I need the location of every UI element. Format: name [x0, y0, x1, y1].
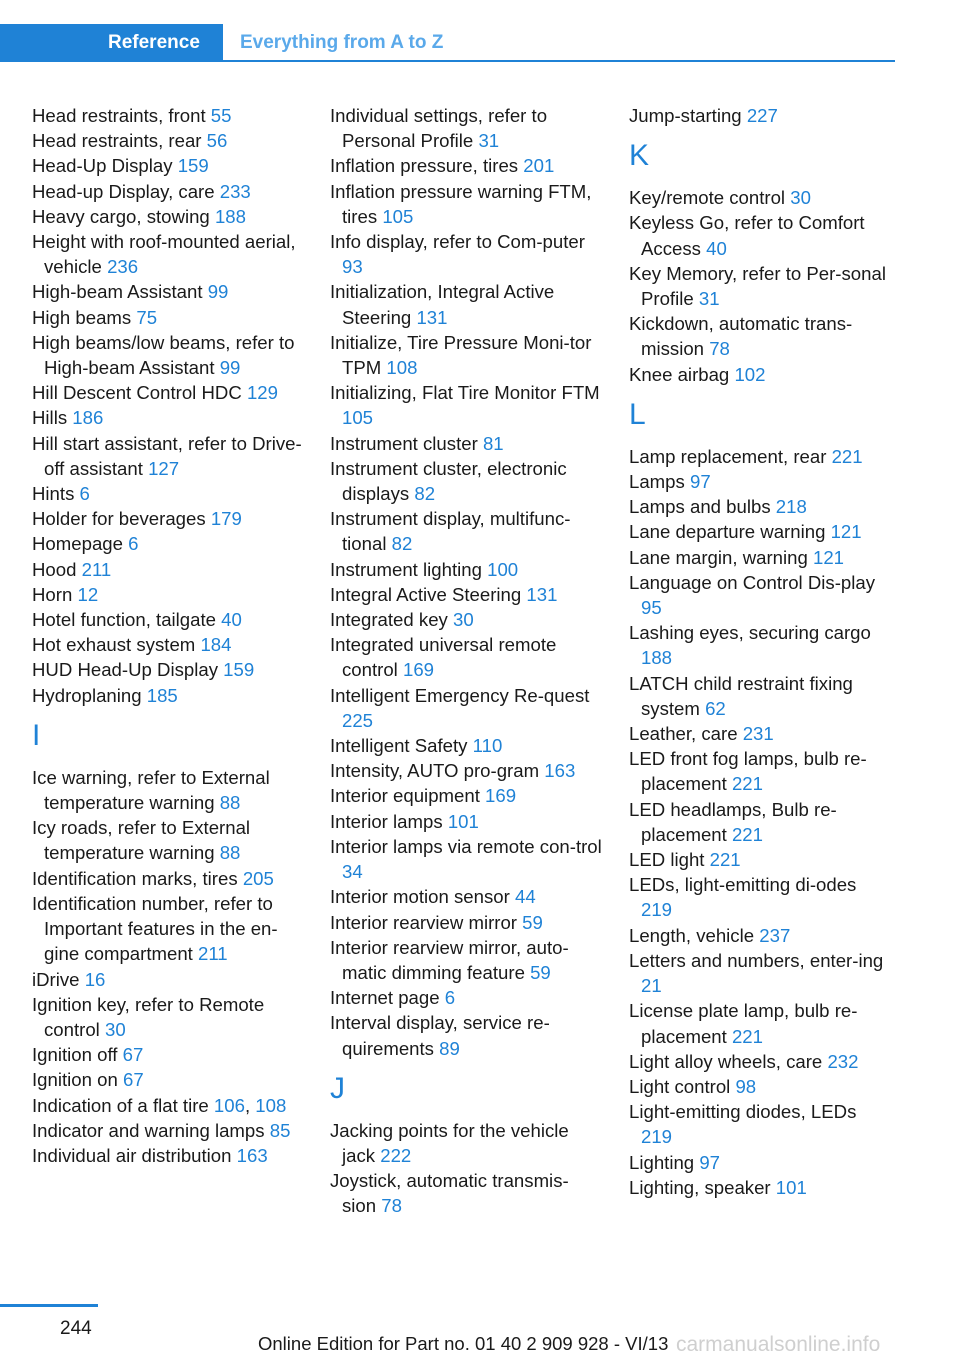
index-entry — [629, 210, 891, 260]
index-entry-text: Info display, refer to Com‐puter — [330, 231, 585, 253]
index-entry — [32, 204, 304, 229]
index-entry — [330, 103, 602, 153]
index-entry-text: LATCH child restraint fixing system — [629, 672, 853, 719]
page-link[interactable]: 163 — [236, 1144, 268, 1166]
page-link[interactable]: 95 — [641, 597, 662, 619]
page-link[interactable]: 101 — [447, 810, 479, 832]
page-link[interactable]: 227 — [746, 105, 778, 126]
index-entry-text: Indicator and warning lamps — [32, 1119, 265, 1141]
index-entry — [32, 481, 304, 506]
index-entry-text: Interior motion sensor — [330, 886, 510, 908]
index-entry — [629, 570, 891, 620]
page-link[interactable]: 219 — [641, 1126, 673, 1148]
index-entry-text: Lashing eyes, securing cargo — [629, 622, 871, 644]
footer-rule — [0, 1304, 98, 1307]
page-link[interactable]: 221 — [731, 773, 763, 795]
index-entry-text: Key Memory, refer to Per‐sonal Profile — [629, 262, 886, 310]
page-link[interactable]: 78 — [709, 338, 730, 360]
page-link[interactable]: 159 — [223, 659, 255, 681]
index-entry — [330, 330, 602, 380]
page-link[interactable]: 221 — [831, 445, 863, 467]
index-entry — [629, 746, 891, 796]
index-entry-text: Heavy cargo, stowing — [32, 205, 210, 227]
index-entry — [629, 872, 891, 922]
index-entry-text: Ignition key, refer to Remote control — [32, 993, 265, 1040]
index-entry-text: Lighting, speaker — [629, 1176, 771, 1198]
index-entry — [330, 279, 602, 329]
page-link[interactable]: 110 — [472, 735, 503, 757]
index-entry — [32, 557, 304, 582]
index-entry — [629, 948, 891, 998]
index-entry — [32, 765, 304, 815]
index-letter-heading: J — [330, 1071, 345, 1105]
page-link[interactable]: 100 — [487, 558, 519, 580]
index-entry — [32, 305, 304, 330]
page-link[interactable]: 108 — [386, 357, 418, 379]
page-link[interactable]: 105 — [382, 205, 414, 227]
page-link[interactable]: 59 — [522, 911, 543, 933]
index-entry-text: Intensity, AUTO pro‐gram — [330, 760, 540, 782]
index-entry — [32, 506, 304, 531]
index-entry-text: Joystick, automatic transmis‐sion — [330, 1170, 569, 1217]
page-link[interactable]: 31 — [698, 288, 720, 310]
index-entry-text: Identification number, refer to Important features in the en‐gine compartment — [32, 892, 278, 965]
index-entry — [330, 884, 602, 909]
page-link[interactable]: 211 — [81, 558, 112, 580]
index-entry — [32, 992, 304, 1042]
index-entry — [32, 1067, 304, 1092]
index-entry-text: Initializing, Flat Tire Monitor FTM — [330, 382, 600, 404]
page-link[interactable]: 184 — [200, 634, 232, 656]
page-link[interactable]: 219 — [641, 899, 673, 921]
index-entry-text: Head restraints, rear — [32, 130, 202, 152]
page-link[interactable]: 101 — [775, 1176, 807, 1198]
index-entry — [32, 967, 304, 992]
index-entry-text: Hints — [32, 483, 75, 505]
page-link[interactable]: 88 — [219, 842, 241, 864]
index-entry — [629, 1150, 891, 1175]
page-link[interactable]: 108 — [255, 1094, 287, 1116]
index-entry-text: Lamps — [629, 471, 685, 493]
index-entry — [32, 330, 304, 380]
page-link[interactable]: 129 — [246, 382, 278, 404]
index-entry-text: Initialization, Integral Active Steering — [330, 281, 555, 328]
page-link[interactable]: 186 — [72, 407, 104, 429]
index-entry — [32, 380, 304, 405]
index-entry-text: Key/remote control — [629, 187, 786, 209]
index-entry — [32, 607, 304, 632]
index-entry-text: Language on Control Dis‐play — [629, 571, 876, 593]
index-entry-text: Head-Up Display — [32, 155, 173, 177]
index-entry — [330, 1010, 602, 1060]
page-link[interactable]: 222 — [380, 1144, 412, 1166]
page-link[interactable]: 82 — [414, 483, 436, 505]
page-link[interactable]: 218 — [775, 496, 807, 518]
index-entry — [330, 506, 602, 556]
page-link[interactable]: 121 — [812, 546, 845, 568]
index-entry-text: Interior lamps — [330, 810, 443, 832]
page-number: 244 — [60, 1318, 92, 1339]
index-entry-text: Instrument display, multifunc‐tional — [330, 508, 571, 555]
index-entry — [330, 1168, 602, 1218]
page-link[interactable]: 232 — [827, 1050, 859, 1072]
index-entry-text: Horn — [32, 583, 73, 605]
index-entry-text: Head restraints, front — [32, 105, 206, 126]
index-entry — [629, 519, 891, 544]
index-entry — [330, 683, 602, 733]
index-entry-text: Individual air distribution — [32, 1144, 232, 1166]
page-link[interactable]: 30 — [790, 187, 811, 209]
page-link[interactable]: 59 — [530, 961, 551, 983]
index-entry-text: Knee airbag — [629, 363, 730, 385]
page-link[interactable]: 67 — [122, 1069, 144, 1091]
page-link[interactable]: 163 — [544, 760, 576, 782]
index-entry-text: Light-emitting diodes, LEDs — [629, 1101, 857, 1123]
index-entry — [629, 1175, 891, 1200]
index-entry — [330, 809, 602, 834]
index-entry — [32, 179, 304, 204]
index-entry — [330, 557, 602, 582]
index-entry-text: Ice warning, refer to External temperature warning — [32, 766, 270, 814]
page-link[interactable]: 201 — [523, 155, 555, 177]
index-entry — [32, 1118, 304, 1143]
index-entry — [629, 261, 891, 311]
index-entry-text: Identification marks, tires — [32, 867, 238, 889]
index-entry-text: Intelligent Safety — [330, 735, 468, 757]
index-entry-text: Light control — [629, 1075, 731, 1097]
index-entry-text: Length, vehicle — [629, 924, 755, 946]
index-entry — [330, 229, 602, 279]
page-link[interactable]: 98 — [735, 1075, 757, 1097]
page-link[interactable]: 30 — [453, 609, 474, 631]
index-entry — [629, 1049, 891, 1074]
index-entry — [330, 935, 602, 985]
index-entry-text: Jump-starting — [629, 105, 742, 126]
index-entry-text: High-beam Assistant — [32, 281, 203, 303]
page-link[interactable]: 221 — [709, 849, 741, 871]
index-entry-text: Interior rearview mirror — [330, 911, 517, 933]
index-entry-text: Hotel function, tailgate — [32, 609, 216, 631]
index-entry — [629, 620, 891, 670]
index-entry-text: Lane departure warning — [629, 521, 826, 543]
index-entry-text: Hydroplaning — [32, 684, 142, 706]
page-link[interactable]: 93 — [342, 256, 363, 278]
index-entry — [629, 444, 891, 469]
index-entry — [330, 1118, 602, 1168]
index-entry-text: Keyless Go, refer to Comfort Access — [629, 212, 865, 259]
index-entry — [330, 179, 602, 229]
page-link[interactable]: 97 — [699, 1151, 720, 1173]
index-entry — [629, 469, 891, 494]
page-link[interactable]: 211 — [198, 943, 228, 965]
page-link[interactable]: 16 — [84, 968, 106, 990]
page-link[interactable]: 89 — [439, 1037, 460, 1059]
page-link[interactable]: 40 — [221, 609, 242, 631]
page-link[interactable]: 169 — [485, 785, 517, 807]
index-entry-text: Lane margin, warning — [629, 546, 808, 568]
index-entry — [330, 456, 602, 506]
index-entry-text: Hill Descent Control HDC — [32, 382, 242, 404]
index-entry-text: Hill start assistant, refer to Drive-off assistant — [32, 432, 302, 479]
page-link[interactable]: 6 — [79, 483, 90, 505]
index-entry — [32, 229, 304, 279]
page-link[interactable]: 99 — [219, 357, 241, 379]
index-entry — [629, 185, 891, 210]
page-link[interactable]: 78 — [381, 1195, 402, 1217]
index-entry-text: Integrated universal remote control — [330, 634, 557, 681]
section-tab[interactable]: Reference — [0, 24, 223, 62]
page-link[interactable]: 231 — [742, 723, 774, 745]
page-link[interactable]: 188 — [641, 647, 673, 669]
header-rule — [223, 60, 895, 62]
index-entry — [32, 657, 304, 682]
page-link[interactable]: 31 — [478, 130, 500, 152]
page-link[interactable]: 106 — [213, 1094, 245, 1116]
watermark: carmanualsonline.info — [676, 1333, 881, 1356]
index-entry — [32, 866, 304, 891]
index-entry — [330, 582, 602, 607]
index-entry-text: Lamps and bulbs — [629, 496, 771, 518]
index-entry-text: Ignition on — [32, 1069, 118, 1091]
page-link[interactable]: 55 — [210, 105, 232, 126]
index-entry-text: Holder for beverages — [32, 508, 206, 530]
index-entry — [629, 311, 891, 361]
page-link[interactable]: 6 — [444, 987, 456, 1009]
index-entry-text: Integral Active Steering — [330, 583, 522, 605]
index-entry-text: High beams — [32, 306, 132, 328]
index-entry-text: Interior equipment — [330, 785, 480, 807]
page-link[interactable]: 88 — [219, 792, 241, 814]
index-entry — [330, 153, 602, 178]
page-link[interactable]: 21 — [641, 975, 662, 997]
page-link[interactable]: 105 — [342, 407, 374, 429]
index-entry-text: Initialize, Tire Pressure Moni‐tor TPM — [330, 331, 592, 379]
index-entry — [32, 1042, 304, 1067]
index-column-3 — [629, 103, 891, 1200]
index-entry — [32, 103, 304, 128]
index-entry — [32, 279, 304, 304]
page-link[interactable]: 62 — [705, 697, 726, 719]
index-entry-text: Interval display, service re‐quirements — [330, 1012, 550, 1059]
page-link[interactable]: 131 — [526, 583, 558, 605]
index-entry — [330, 783, 602, 808]
index-entry — [330, 733, 602, 758]
index-entry — [330, 834, 602, 884]
index-entry — [629, 362, 891, 387]
index-entry-text: LED light — [629, 849, 705, 871]
page-link[interactable]: 236 — [107, 256, 139, 278]
index-entry — [629, 1074, 891, 1099]
index-entry-text: Kickdown, automatic trans‐mission — [629, 313, 853, 360]
page-link[interactable]: 205 — [242, 867, 274, 889]
index-entry-text: Jacking points for the vehicle jack — [330, 1119, 569, 1166]
index-entry-text: Individual settings, refer to Personal Profile — [330, 105, 548, 152]
index-entry-text: Inflation pressure, tires — [330, 155, 519, 177]
index-entry-text: Letters and numbers, enter‐ing — [629, 949, 884, 971]
index-entry-text: Hot exhaust system — [32, 634, 196, 656]
index-entry-text: Head-up Display, care — [32, 180, 215, 202]
page-link[interactable]: 30 — [104, 1018, 126, 1040]
index-entry-text: Lighting — [629, 1151, 695, 1173]
page-link[interactable]: 40 — [706, 237, 727, 259]
index-entry-text: Inflation pressure warning FTM, tires — [330, 180, 592, 227]
index-entry — [32, 531, 304, 556]
index-entry-text: Light alloy wheels, care — [629, 1050, 823, 1072]
index-entry — [629, 494, 891, 519]
edition-note: Online Edition for Part no. 01 40 2 909 928 - VI/13 — [258, 1333, 669, 1354]
index-entry-text: Internet page — [330, 987, 440, 1009]
page-link[interactable]: 225 — [342, 709, 374, 731]
page-link[interactable]: 233 — [219, 180, 251, 202]
index-entry-text: Interior rearview mirror, auto‐matic dimming feature — [330, 936, 569, 983]
index-entry-text: iDrive — [32, 968, 80, 990]
index-letter-heading: I — [32, 718, 41, 752]
page-link[interactable]: 99 — [207, 281, 229, 303]
page-link[interactable]: 97 — [689, 471, 711, 493]
index-entry — [32, 632, 304, 657]
index-entry — [629, 847, 891, 872]
index-entry-text: LEDs, light-emitting di‐odes — [629, 874, 857, 896]
index-entry — [32, 815, 304, 865]
index-letter-heading: L — [629, 397, 646, 431]
page-link[interactable]: 12 — [77, 583, 99, 605]
page-link[interactable]: 82 — [391, 533, 413, 555]
index-entry — [330, 380, 602, 430]
page-link[interactable]: 75 — [136, 306, 158, 328]
index-entry — [32, 582, 304, 607]
index-entry — [330, 632, 602, 682]
index-entry-text: Interior lamps via remote con‐trol — [330, 835, 602, 857]
index-entry-text: High beams/low beams, refer to High-beam Assistant — [32, 331, 295, 379]
page-link[interactable]: 81 — [482, 432, 504, 454]
index-entry — [32, 431, 304, 481]
index-entry-text: LED front fog lamps, bulb re‐placement — [629, 748, 867, 795]
index-entry — [629, 103, 891, 128]
page-link[interactable]: 237 — [759, 924, 791, 946]
index-entry — [330, 607, 602, 632]
index-entry — [32, 153, 304, 178]
page-link[interactable]: 44 — [515, 886, 536, 908]
subsection-tab[interactable]: Everything from A to Z — [240, 32, 444, 53]
index-entry-text: Leather, care — [629, 723, 738, 745]
page-link[interactable]: 121 — [830, 521, 862, 543]
index-entry — [330, 985, 602, 1010]
index-entry — [32, 128, 304, 153]
index-entry-text: Intelligent Emergency Re‐quest — [330, 684, 590, 706]
page-link[interactable]: 67 — [122, 1044, 144, 1066]
index-entry-text: LED headlamps, Bulb re‐placement — [629, 798, 837, 845]
index-entry-text: Hood — [32, 558, 77, 580]
index-entry — [629, 545, 891, 570]
index-entry — [330, 910, 602, 935]
page-link[interactable]: 34 — [342, 861, 363, 883]
index-entry — [330, 758, 602, 783]
index-entry-text: Ignition off — [32, 1044, 118, 1066]
page-link[interactable]: 185 — [146, 684, 178, 706]
index-entry — [629, 797, 891, 847]
index-entry — [629, 721, 891, 746]
page-link[interactable]: 169 — [402, 659, 435, 681]
page-link[interactable]: 221 — [731, 823, 763, 845]
index-column-1 — [32, 103, 304, 1168]
index-entry — [629, 923, 891, 948]
index-entry-text: Indication of a flat tire — [32, 1094, 209, 1116]
index-entry-text: Instrument lighting — [330, 558, 482, 580]
index-entry-text: Icy roads, refer to External temperature warning — [32, 817, 251, 864]
page-link[interactable]: 102 — [734, 363, 766, 385]
index-entry-text: Height with roof-mounted aerial, vehicle — [32, 231, 296, 278]
page-link[interactable]: 85 — [269, 1119, 291, 1141]
page-link[interactable]: 127 — [148, 457, 180, 479]
index-entry-text: HUD Head-Up Display — [32, 659, 218, 681]
page-header — [0, 24, 895, 62]
page-link[interactable]: 221 — [731, 1025, 763, 1047]
index-entry-text: Integrated key — [330, 609, 448, 631]
page-link[interactable]: 56 — [206, 130, 228, 152]
index-entry-text: Instrument cluster — [330, 432, 478, 454]
index-entry — [32, 683, 304, 708]
index-entry — [629, 998, 891, 1048]
page-link[interactable]: 131 — [416, 306, 448, 328]
index-column-2 — [330, 103, 602, 1219]
page-link[interactable]: 159 — [177, 155, 209, 177]
index-entry — [330, 431, 602, 456]
index-entry-text: Instrument cluster, electronic displays — [330, 457, 567, 505]
index-entry: Indication of a flat tire 106, 108 — [32, 1094, 287, 1116]
index-entry — [629, 1099, 891, 1149]
index-entry-text: License plate lamp, bulb re‐placement — [629, 1000, 858, 1047]
index-entry — [629, 671, 891, 721]
page-link[interactable]: 188 — [214, 205, 246, 227]
index-entry — [32, 405, 304, 430]
page-link[interactable]: 6 — [128, 533, 139, 555]
index-entry-text: Lamp replacement, rear — [629, 445, 827, 467]
index-letter-heading: K — [629, 139, 650, 173]
index-entry — [32, 1143, 304, 1168]
index-entry — [32, 891, 304, 967]
page-link[interactable]: 179 — [210, 508, 242, 530]
index-entry-text: Hills — [32, 407, 68, 429]
index-entry-text: Homepage — [32, 533, 123, 555]
